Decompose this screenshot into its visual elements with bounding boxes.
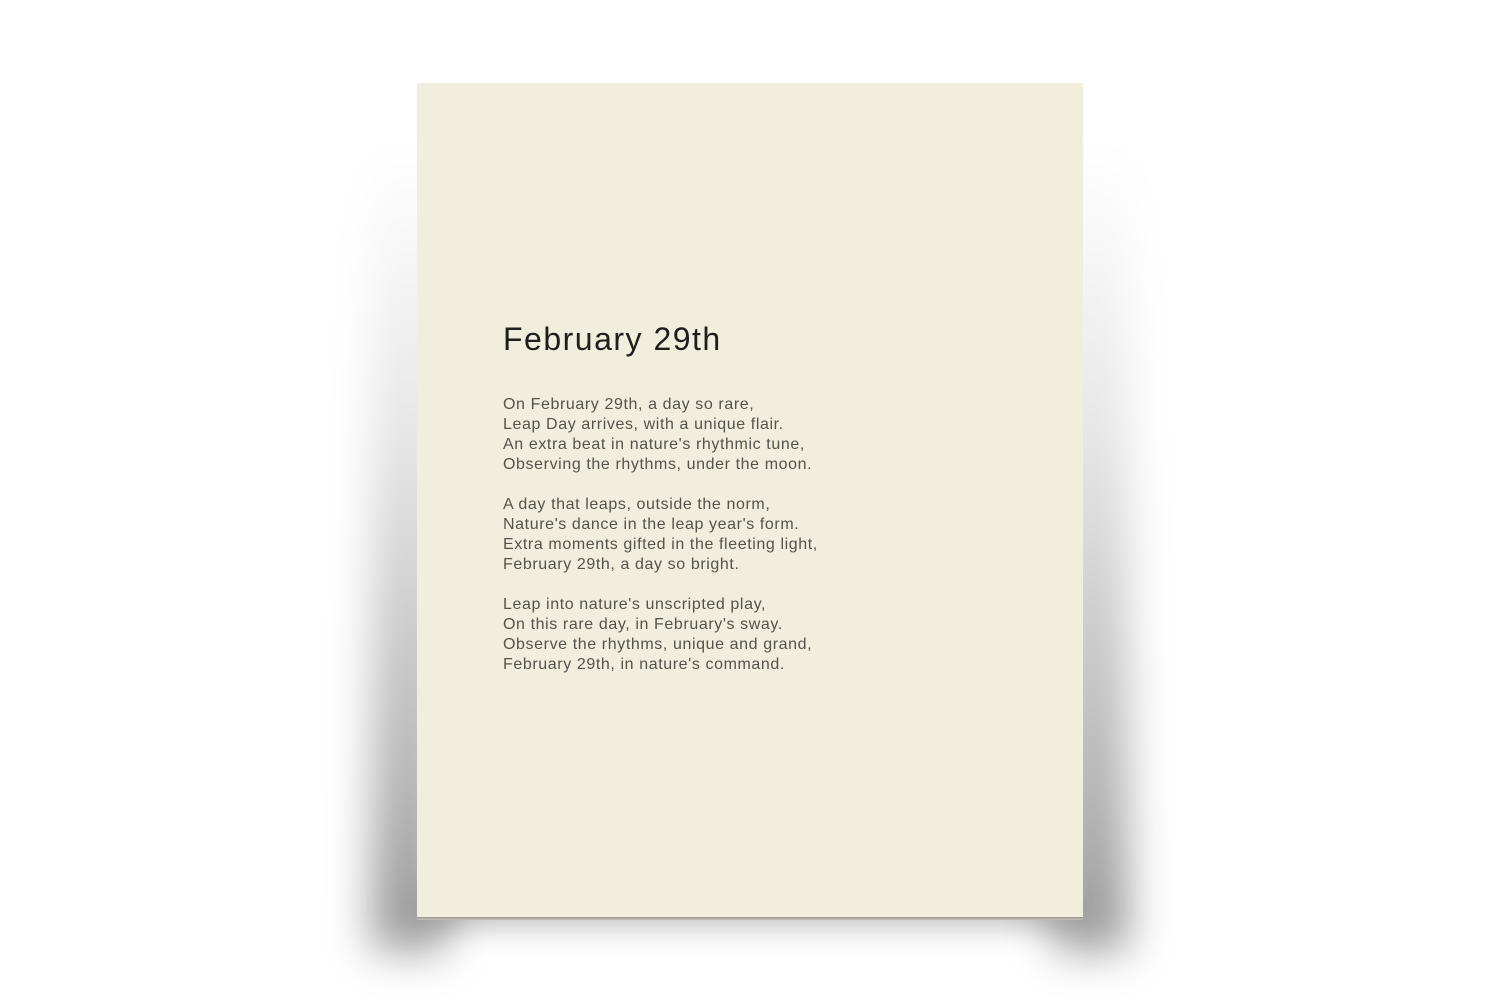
poem-line: Nature's dance in the leap year's form. [503,516,800,533]
poem-line: On this rare day, in February's sway. [503,616,783,633]
poem-stanza-2 [503,495,818,575]
poem-line: February 29th, a day so bright. [503,556,740,573]
poem-line: Observe the rhythms, unique and grand, [503,636,813,653]
poem-line: February 29th, in nature's command. [503,656,785,673]
poem-line: On February 29th, a day so rare, [503,396,755,413]
poem-stanza-3 [503,595,818,675]
poster-title: February 29th [503,321,722,357]
poem-line: Leap Day arrives, with a unique flair. [503,416,784,433]
poem-line: Extra moments gifted in the fleeting light, [503,536,818,553]
poem-line: Observing the rhythms, under the moon. [503,456,813,473]
poem-line: An extra beat in nature's rhythmic tune, [503,436,805,453]
poem-line: A day that leaps, outside the norm, [503,496,771,513]
poem-stanza-1 [503,395,818,475]
poem-line: Leap into nature's unscripted play, [503,596,767,613]
poster-paper [417,83,1083,917]
poem-text [503,395,818,695]
